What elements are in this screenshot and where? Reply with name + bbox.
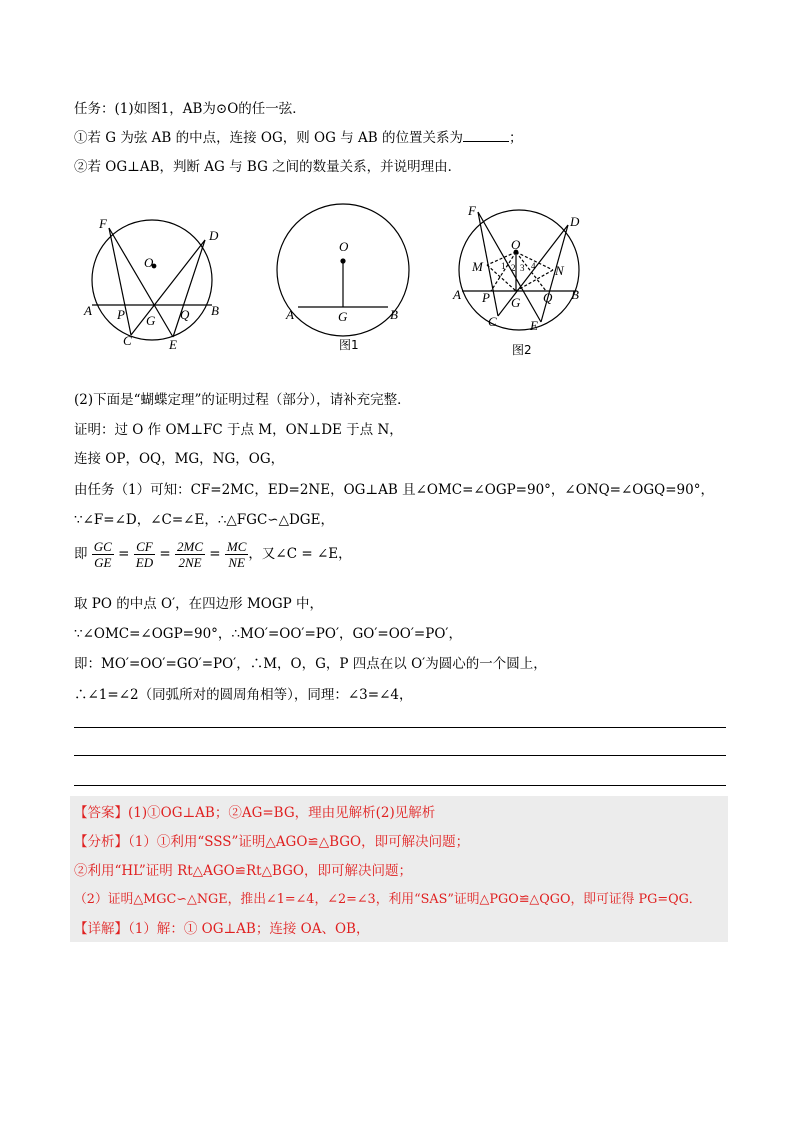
label-O: O: [144, 255, 154, 270]
proof-line-6: 取 PO 的中点 O′，在四边形 MOGP 中，: [74, 596, 323, 612]
label-G: G: [338, 309, 348, 324]
detail-line-1: 【详解】（1）解：① OG⊥AB；连接 OA、OB，: [74, 921, 370, 937]
ratio-4-num: MC: [226, 539, 247, 554]
figures: [0, 195, 800, 395]
proof-line-2: 连接 OP，OQ，MG，NG，OG，: [74, 451, 285, 467]
label-B: B: [390, 307, 398, 322]
task-line-3: ②若 OG⊥AB，判断 AG 与 BG 之间的数量关系，并说明理由．: [74, 159, 462, 175]
label-B: B: [211, 303, 219, 318]
label-A: A: [84, 303, 92, 318]
ratio-1-num: GC: [93, 539, 112, 554]
task-line-2-end: ；: [508, 130, 523, 146]
proof-line-5-suffix: ，又∠C = ∠E，: [248, 546, 352, 562]
analysis-line-2: ②利用“HL”证明 Rt△AGO≌Rt△BGO，即可解决问题；: [74, 863, 412, 879]
label-A: A: [286, 307, 294, 322]
proof-intro: (2)下面是“蝴蝶定理”的证明过程（部分），请补充完整．: [74, 392, 411, 408]
figure-2-caption: 图2: [512, 343, 532, 357]
label-M: M: [472, 259, 483, 274]
ratio-3-num: 2MC: [177, 539, 204, 554]
ratio-2-den: ED: [135, 555, 154, 570]
label-O: O: [511, 237, 521, 252]
proof-line-5-prefix: 即: [74, 546, 88, 562]
proof-line-8: 即：MO′=OO′=GO′=PO′，∴M，O，G，P 四点在以 O′为圆心的一个圆上，: [74, 656, 547, 672]
answer-blank: [463, 129, 509, 142]
ratio-fraction-1: [92, 539, 114, 570]
figure-butterfly-labels: [83, 216, 219, 352]
answer-line-1: 【答案】(1)①OG⊥AB；②AG=BG，理由见解析(2)见解析: [74, 805, 436, 821]
proof-line-9: ∴∠1=∠2（同弧所对的圆周角相等），同理：∠3=∠4，: [74, 687, 413, 703]
proof-line-4: ∵∠F=∠D，∠C=∠E，∴△FGC∽△DGE，: [74, 512, 334, 528]
angle-label-1: 1: [501, 261, 506, 271]
answer-rule-2: [74, 755, 726, 756]
label-A: A: [453, 287, 461, 302]
figure-1-labels: [285, 239, 398, 352]
task-line-2-text: ①若 G 为弦 AB 的中点，连接 OG，则 OG 与 AB 的位置关系为: [74, 130, 463, 146]
label-D: D: [570, 214, 580, 229]
label-F: F: [468, 203, 476, 218]
label-C: C: [488, 314, 497, 329]
label-G: G: [511, 295, 521, 310]
ratio-3-den: 2NE: [178, 555, 202, 570]
label-G: G: [146, 313, 156, 328]
angle-label-4: 4: [531, 261, 536, 271]
label-O: O: [339, 239, 349, 254]
label-F: F: [99, 216, 107, 231]
label-Q: Q: [543, 290, 553, 305]
proof-line-5: 即 $\frac{GC}{GE}$ = $\frac{CF}{ED}$ = $\frac{2MC}{2NE}$ = $\frac{MC}{NE}$ ，又∠C = ∠E，: [74, 539, 352, 570]
ratio-fraction-4: [225, 539, 249, 570]
angle-label-3: 3: [520, 263, 525, 273]
task-line-2: [74, 129, 522, 147]
proof-line-1: 证明：过 O 作 OM⊥FC 于点 M，ON⊥DE 于点 N，: [74, 422, 403, 438]
label-E: E: [169, 337, 177, 352]
label-B: B: [571, 287, 579, 302]
answer-rule-3: [74, 785, 726, 786]
angle-label-2: 2: [511, 263, 516, 273]
proof-line-7: ∵∠OMC=∠OGP=90°，∴MO′=OO′=PO′，GO′=OO′=PO′，: [74, 626, 462, 642]
proof-line-3: 由任务（1）可知：CF=2MC，ED=2NE，OG⊥AB 且∠OMC=∠OGP=90°，∠ONQ=∠OGQ=90°，: [74, 482, 714, 498]
analysis-line-3: （2）证明△MGC∽△NGE，推出∠1=∠4，∠2=∠3，利用“SAS”证明△PGO≌△QGO，即可证得 PG=QG．: [74, 892, 702, 907]
label-Q: Q: [180, 307, 190, 322]
answer-rule-1: [74, 727, 726, 728]
ratio-4-den: NE: [228, 555, 245, 570]
analysis-line-1: 【分析】（1）①利用“SSS”证明△AGO≌△BGO，即可解决问题；: [74, 834, 470, 850]
label-P: P: [117, 307, 125, 322]
ratio-fraction-3: [175, 539, 205, 570]
figure-1-caption: 图1: [339, 338, 359, 352]
label-C: C: [123, 333, 132, 348]
label-N: N: [555, 263, 564, 278]
task-line-1: 任务：(1)如图1，AB为⊙O的任一弦．: [74, 101, 306, 117]
label-P: P: [482, 290, 490, 305]
label-E: E: [530, 318, 538, 333]
ratio-fraction-2: [134, 539, 155, 570]
label-D: D: [209, 228, 219, 243]
ratio-1-den: GE: [94, 555, 112, 570]
ratio-2-num: CF: [134, 539, 155, 555]
